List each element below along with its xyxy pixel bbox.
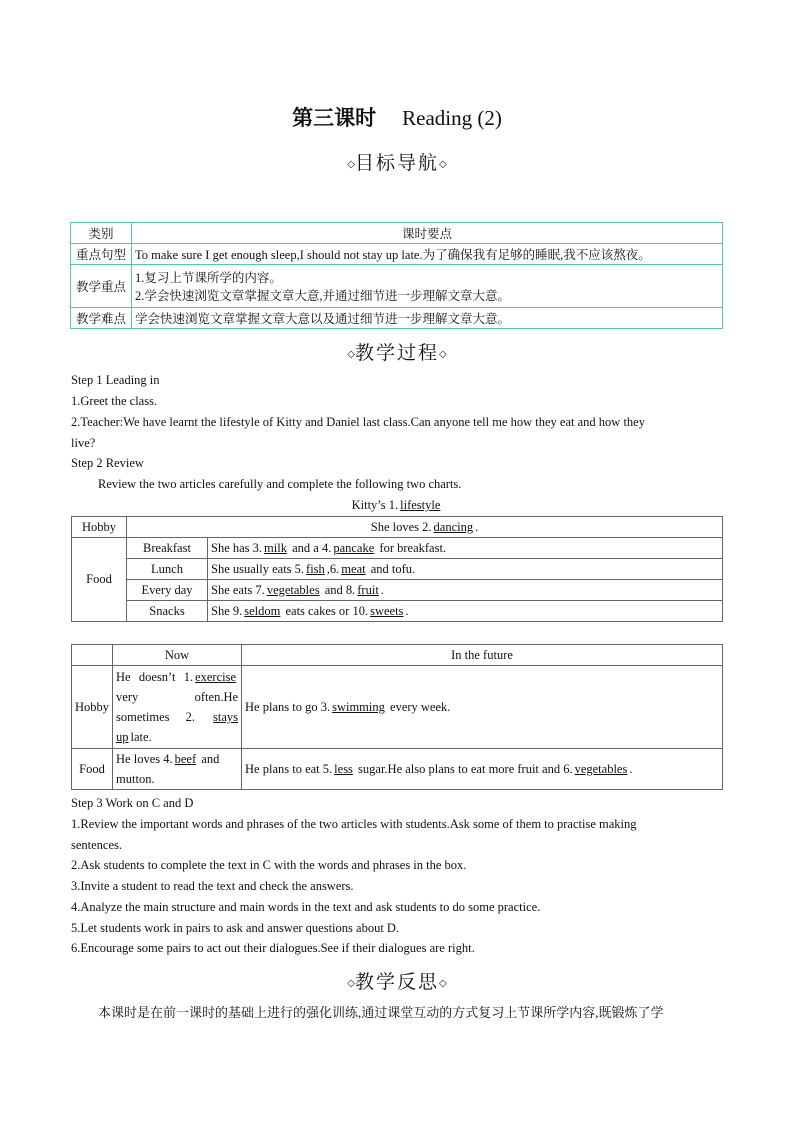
diamond-icon: ◇ [347,349,355,361]
step-3-item: 5.Let students work in pairs to ask and answer questions about D. [71,921,400,935]
daniel-food-future: He plans to eat 5. less sugar.He also plans to eat more fruit and 6. vegetables . [242,749,723,790]
daniel-hobby-now: He doesn’t 1. exercise very often.He sometimes 2. stays up late. [113,666,242,749]
step-1-item-cont: live? [71,436,96,450]
title-en: Reading (2) [402,106,502,130]
step-2-heading: Step 2 Review [71,456,144,470]
meal-label: Lunch [127,559,208,580]
diamond-icon: ◇ [347,978,355,990]
step-3-item: 2.Ask students to complete the text in C with the words and phrases in the box. [71,858,467,872]
goals-header-points: 课时要点 [132,223,723,244]
goals-row-text: To make sure I get enough sleep,I should not stay up late.为了确保我有足够的睡眠,我不应该熬夜。 [132,244,723,265]
goals-table [70,222,723,329]
goals-row-label: 教学重点 [71,265,132,308]
meal-label: Every day [127,580,208,601]
goals-row-label: 教学难点 [71,308,132,329]
goals-row-text: 1.复习上节课所学的内容。 2.学会快速浏览文章掌握文章大意,并通过细节进一步理解文章大意。 [132,265,723,308]
kitty-lifestyle-table [71,516,723,622]
section-reflection-heading: ◇教学反思◇ [347,972,447,993]
daniel-hobby-future: He plans to go 3. swimming every week. [242,666,723,749]
step-3-item: 1.Review the important words and phrases of the two articles with students.Ask some of them to practise making [71,817,637,831]
step-3-item: 4.Analyze the main structure and main words in the text and ask students to do some practice. [71,900,541,914]
goals-row-text: 学会快速浏览文章掌握文章大意以及通过细节进一步理解文章大意。 [132,308,723,329]
step-1-item: 2.Teacher:We have learnt the lifestyle of Kitty and Daniel last class.Can anyone tell me how they eat and how they [71,415,645,429]
meal-value: She usually eats 5. fish ,6. meat and tofu. [208,559,723,580]
kitty-hobby-value: She loves 2. dancing . [127,517,723,538]
step-1-heading: Step 1 Leading in [71,373,160,387]
page-title [0,102,794,132]
daniel-head-now: Now [113,645,242,666]
section-process-heading: ◇教学过程◇ [347,343,447,364]
meal-label: Breakfast [127,538,208,559]
goals-row-label: 重点句型 [71,244,132,265]
goals-header-category: 类别 [71,223,132,244]
step-3-item: 6.Encourage some pairs to act out their dialogues.See if their dialogues are right. [71,941,475,955]
meal-value: She eats 7. vegetables and 8. fruit . [208,580,723,601]
daniel-corner-cell [72,645,113,666]
kitty-hobby-label: Hobby [72,517,127,538]
daniel-food-label: Food [72,749,113,790]
step-3-item: 3.Invite a student to read the text and check the answers. [71,879,354,893]
step-2-text: Review the two articles carefully and complete the following two charts. [98,477,462,491]
meal-value: She has 3. milk and a 4. pancake for breakfast. [208,538,723,559]
daniel-head-future: In the future [242,645,723,666]
kitty-food-label: Food [72,538,127,622]
diamond-icon: ◇ [347,159,355,171]
reflection-text: 本课时是在前一课时的基础上进行的强化训练,通过课堂互动的方式复习上节课所学内容,既锻炼了学 [98,1005,664,1020]
step-3-heading: Step 3 Work on C and D [71,796,194,810]
daniel-hobby-label: Hobby [72,666,113,749]
section-goals-heading: ◇目标导航◇ [347,153,447,174]
answer-blank: dancing [433,519,474,534]
daniel-food-now: He loves 4. beef and mutton. [113,749,242,790]
answer-blank: lifestyle [400,498,441,512]
meal-label: Snacks [127,601,208,622]
title-cn: 第三课时 [292,106,377,130]
step-3-item-cont: sentences. [71,838,123,852]
daniel-lifestyle-table [71,644,723,790]
diamond-icon: ◇ [439,349,447,361]
step-1-item: 1.Greet the class. [71,394,158,408]
diamond-icon: ◇ [439,978,447,990]
kitty-table-caption: Kitty’s 1. lifestyle [351,498,441,512]
meal-value: She 9. seldom eats cakes or 10. sweets . [208,601,723,622]
diamond-icon: ◇ [439,159,447,171]
